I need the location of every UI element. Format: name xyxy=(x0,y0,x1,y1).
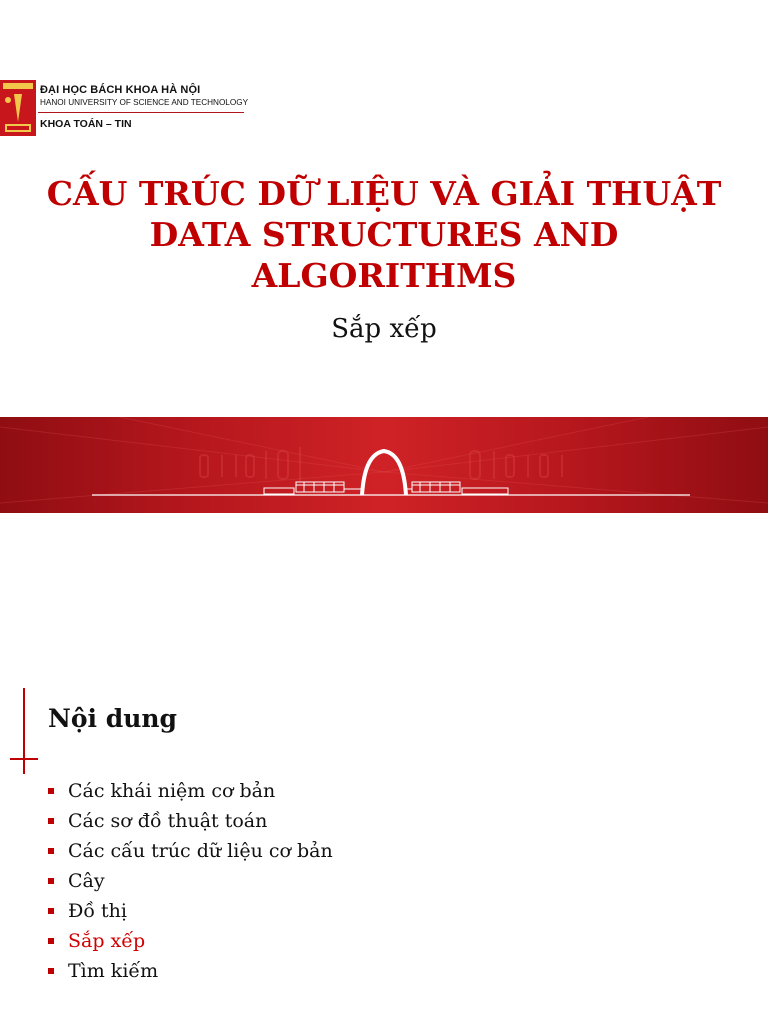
square-bullet-icon xyxy=(48,938,54,944)
square-bullet-icon xyxy=(48,818,54,824)
list-item-label: Đồ thị xyxy=(68,900,127,922)
contents-slide xyxy=(0,640,768,1024)
course-title-vietnamese: CẤU TRÚC DỮ LIỆU VÀ GIẢI THUẬT xyxy=(46,174,722,213)
square-bullet-icon xyxy=(48,878,54,884)
section-title: Nội dung xyxy=(48,704,178,733)
list-item-label: Sắp xếp xyxy=(68,930,146,952)
header-divider xyxy=(38,112,244,113)
contents-list xyxy=(46,776,333,986)
list-item-current xyxy=(46,926,333,956)
university-name-english: HANOI UNIVERSITY OF SCIENCE AND TECHNOLOGY xyxy=(40,98,249,107)
course-title-english-line1: DATA STRUCTURES AND xyxy=(149,215,619,254)
list-item xyxy=(46,866,333,896)
square-bullet-icon xyxy=(48,968,54,974)
list-item xyxy=(46,776,333,806)
hust-bach-khoa-logo-icon xyxy=(0,80,36,136)
list-item xyxy=(46,896,333,926)
lecture-subtitle: Sắp xếp xyxy=(331,314,437,344)
square-bullet-icon xyxy=(48,788,54,794)
accent-bar xyxy=(23,688,25,774)
list-item-label: Các cấu trúc dữ liệu cơ bản xyxy=(68,840,333,862)
square-bullet-icon xyxy=(48,908,54,914)
decorative-banner xyxy=(0,417,768,513)
university-name: ĐẠI HỌC BÁCH KHOA HÀ NỘI xyxy=(40,84,201,96)
accent-tick xyxy=(10,758,38,760)
course-title-english-line2: ALGORITHMS xyxy=(251,256,517,295)
list-item-label: Cây xyxy=(68,870,105,892)
list-item-label: Tìm kiếm xyxy=(68,960,159,982)
list-item xyxy=(46,956,333,986)
list-item xyxy=(46,836,333,866)
list-item xyxy=(46,806,333,836)
square-bullet-icon xyxy=(48,848,54,854)
slide-gap xyxy=(0,576,768,640)
list-item-label: Các khái niệm cơ bản xyxy=(68,780,276,802)
list-item-label: Các sơ đồ thuật toán xyxy=(68,810,268,832)
faculty-name: KHOA TOÁN – TIN xyxy=(40,118,132,130)
